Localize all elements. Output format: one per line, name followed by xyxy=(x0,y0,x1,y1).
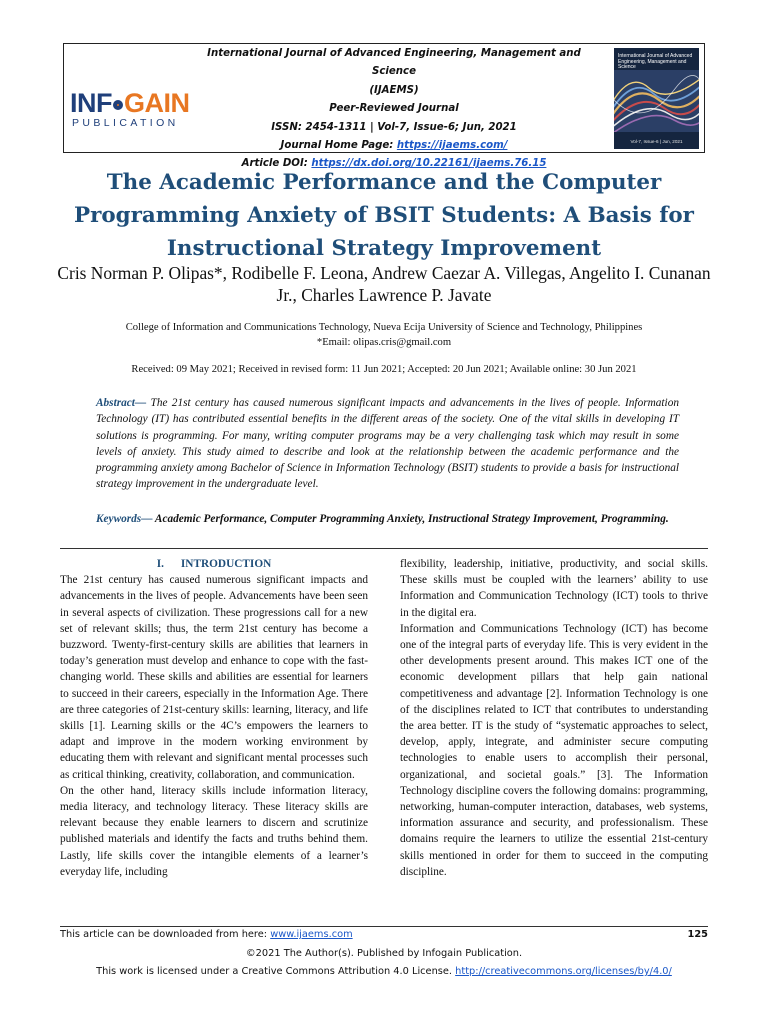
journal-name: International Journal of Advanced Engineering, Management and Science xyxy=(207,48,581,78)
section-heading-introduction: I. INTRODUCTION xyxy=(156,558,272,570)
keywords xyxy=(96,511,679,527)
intro-paragraph-4: Information and Communications Technology (ICT) has become one of the integral parts of everyday life. This is very evident in the other developments present around. This makes ICT one of the economic development pillars that help gain national competitiveness and advantage [2]. Information Technology is one of the disciplines related to ICT that contributes to understanding the area better. IT is the study of “systematic approaches to select, develop, apply, integrate, and administer secure computing technologies to enable users to accomplish their personal, organizational, and societal goals.” [3]. The Information Technology discipline covers the following domains: programming, networking, human-computer interaction, databases, web systems, information assurance and security, and professionalism. These domains require the learners to utilize the essential 21st-century skills mentioned in order for them to succeed in the computing discipline. xyxy=(400,622,708,878)
doi-link[interactable]: https://dx.doi.org/10.22161/ijaems.76.15 xyxy=(311,158,547,170)
keywords-label: Keywords— xyxy=(96,513,153,525)
homepage-line xyxy=(194,137,594,155)
logo-subtitle: PUBLICATION xyxy=(72,117,179,129)
doi-label: Article DOI: xyxy=(241,158,308,170)
left-column xyxy=(60,556,368,880)
logo-globe-icon xyxy=(113,100,123,110)
affiliation-block xyxy=(55,320,713,350)
abstract-text: The 21st century has caused numerous significant impacts and advancements in the lives of people. Information Technology (IT) has contributed essential benefits in the different areas of the society. One of the vital skills in developing IT solutions is programming. For many, writing computer programs may be a very challenging task which may result in some levels of anxiety. This study aimed to describe and look at the relationship between the academic performance and the programming anxiety among Bachelor of Science in Information Technology (BSIT) students to provide a basis for instructional strategy improvement in the undergraduate level. xyxy=(96,397,679,491)
footer-download-row xyxy=(60,929,708,940)
issn-line: ISSN: 2454-1311 | Vol-7, Issue-6; Jun, 2021 xyxy=(271,121,517,133)
abstract xyxy=(96,395,679,493)
abstract-label: Abstract— xyxy=(96,397,147,409)
cover-title: International Journal of Advanced Engineering, Management and Science xyxy=(618,53,693,70)
received-dates: Received: 09 May 2021; Received in revised form: 11 Jun 2021; Accepted: 20 Jun 2021; Available online: 30 Jun 2021 xyxy=(131,364,637,375)
cover-art xyxy=(614,70,699,132)
license-link[interactable]: http://creativecommons.org/licenses/by/4.0/ xyxy=(455,966,672,977)
cover-issue: Vol-7, Issue-6 | Jun, 2021 xyxy=(630,139,683,144)
license-text: This work is licensed under a Creative Commons Attribution 4.0 License. xyxy=(96,966,456,977)
affiliation: College of Information and Communications Technology, Nueva Ecija University of Science and Technology, Philippines xyxy=(125,322,643,333)
download-text: This article can be downloaded from here: xyxy=(60,929,271,940)
publisher-logo xyxy=(70,88,196,129)
journal-abbr: (IJAEMS) xyxy=(369,84,419,96)
logo-word-right: GAIN xyxy=(124,88,190,118)
license-notice xyxy=(0,966,768,977)
download-link[interactable]: www.ijaems.com xyxy=(270,929,353,940)
intro-paragraph-1: The 21st century has caused numerous significant impacts and advancements in the lives of people. Advancements have been seen in several aspects of civilization. These progressions call for a new set of relevant skills; thus, the term 21st century has become a buzzword. Twenty-first-century skills are abilities that learners in today’s generation must develop and enhance to cope with the fast-changing world. These skills and abilities are essential for learners to succeed in their careers, especially in the Information Age. There are three categories of 21st-century skills: learning, literacy, and life skills [1]. Learning skills or the 4C’s empowers the learners to adapt and improve in the modern working environment by educating them with relevant and significant mental processes such as critical thinking, creativity, collaboration, and communication. xyxy=(60,574,368,781)
article-title: The Academic Performance and the Computer Programming Anxiety of BSIT Students: A Basis for Instructional Strategy Improvement xyxy=(74,170,694,261)
copyright-notice: ©2021 The Author(s). Published by Infogain Publication. xyxy=(245,948,523,959)
page-number: 125 xyxy=(687,929,708,940)
homepage-link[interactable]: https://ijaems.com/ xyxy=(396,140,508,152)
intro-paragraph-2: On the other hand, literacy skills include information literacy, media literacy, and technology literacy. These literacy skills are relevant because they enable learners to discern and scrutinize published materials and identify the facts and truths behind them. Lastly, life skills cover the intangible elements of a learner’s everyday life, including xyxy=(60,784,368,878)
journal-info xyxy=(194,45,594,174)
abstract-divider xyxy=(60,548,708,549)
logo-wordmark xyxy=(70,88,196,118)
journal-cover-image xyxy=(614,48,699,149)
logo-word-left: INF xyxy=(70,88,112,118)
journal-header xyxy=(63,43,705,170)
right-column xyxy=(400,556,708,880)
intro-paragraph-3: flexibility, leadership, initiative, productivity, and social skills. These skills must be coupled with the learners’ ability to use Information and Communication Technology (ICT) tools to thrive in the digital era. xyxy=(400,558,708,619)
homepage-label: Journal Home Page: xyxy=(280,140,394,152)
footer-divider xyxy=(60,926,708,927)
corresponding-email: *Email: olipas.cris@gmail.com xyxy=(316,337,452,348)
keywords-text: Academic Performance, Computer Programming Anxiety, Instructional Strategy Improvement, Programming. xyxy=(152,513,669,525)
article-authors: Cris Norman P. Olipas*, Rodibelle F. Leona, Andrew Caezar A. Villegas, Angelito I. Cunanan Jr., Charles Lawrence P. Javate xyxy=(57,263,711,305)
peer-reviewed-label: Peer-Reviewed Journal xyxy=(329,103,459,115)
